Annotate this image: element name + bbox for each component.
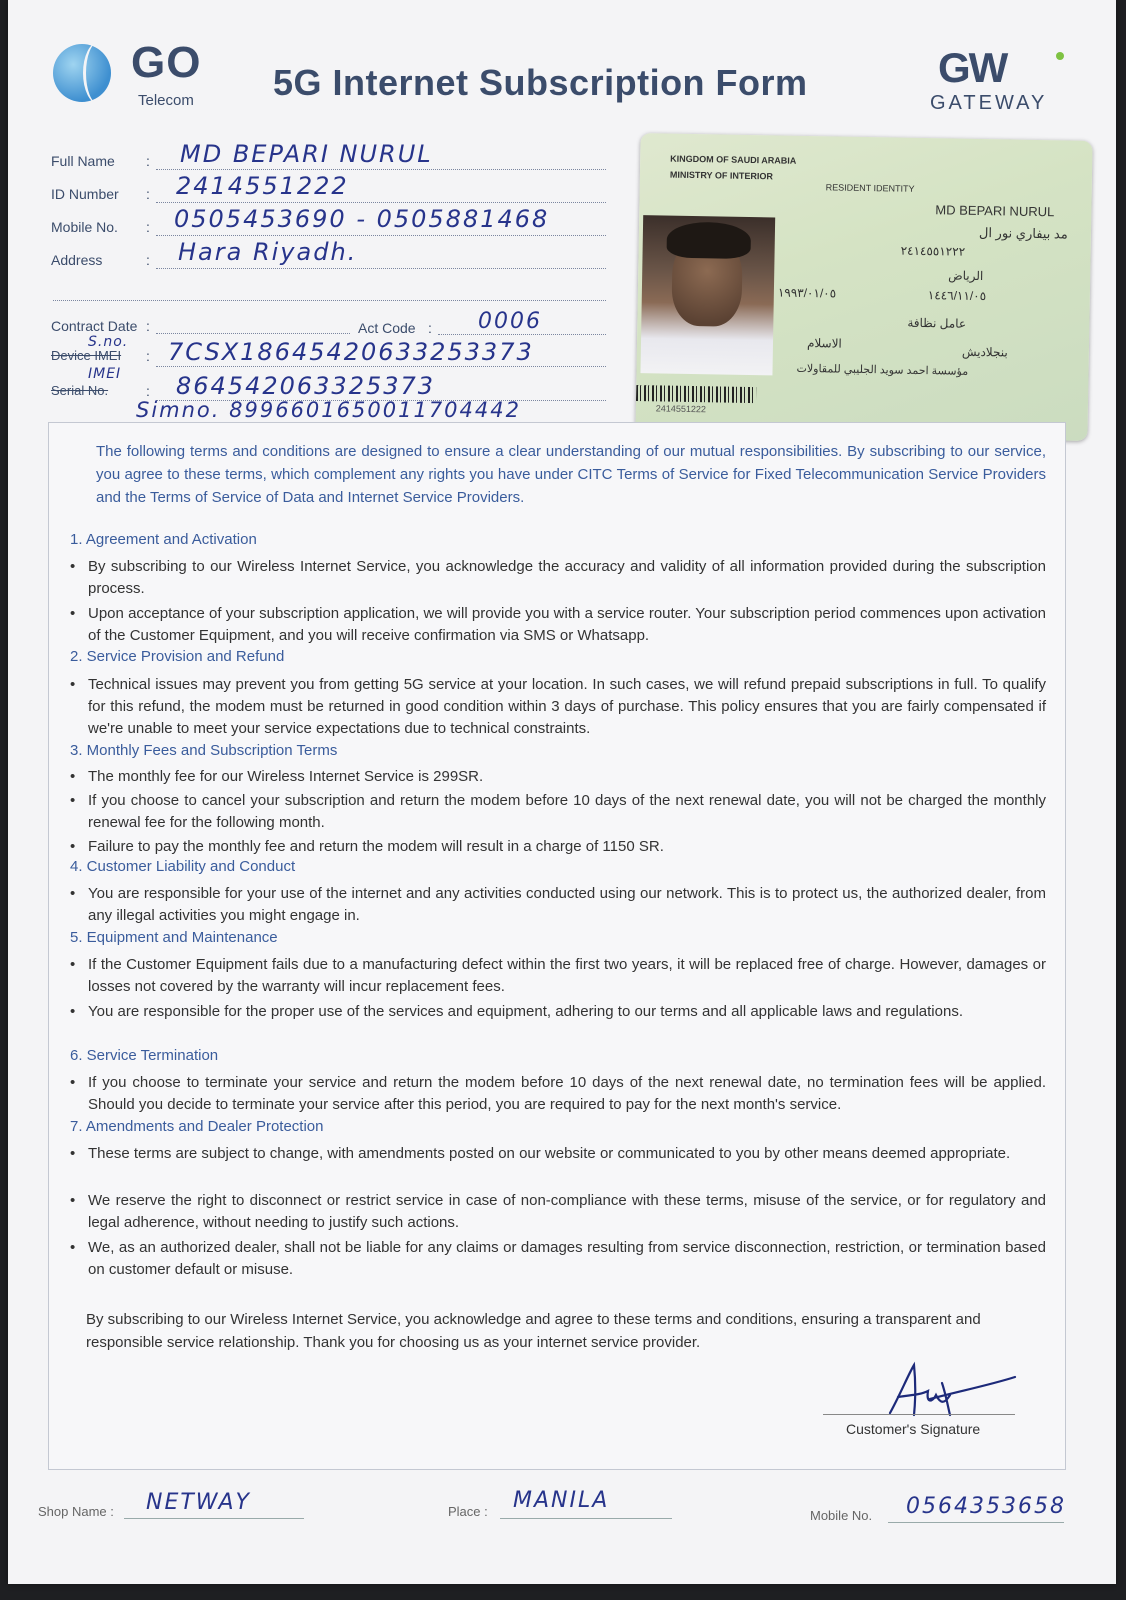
device-imei-label: Device IMEI [51, 348, 122, 363]
full-name-label: Full Name [51, 153, 115, 169]
section-title: 6. Service Termination [70, 1047, 219, 1064]
barcode-icon [636, 385, 756, 403]
section-title: 2. Service Provision and Refund [70, 648, 285, 665]
id-card-name-ar: مد بيفاري نور ال [978, 224, 1068, 242]
section-title: 5. Equipment and Maintenance [70, 929, 278, 946]
terms-bullet: • These terms are subject to change, with amendments posted on our website or communicated to you by other means deemed appropriate. [88, 1143, 1046, 1165]
section-title: 7. Amendments and Dealer Protection [70, 1118, 324, 1135]
id-card-expiry: ١٤٤٦/١١/٠٥ [927, 288, 987, 304]
id-card-number: ٢٤١٤٥٥١٢٢٢ [900, 243, 966, 259]
gateway-logo-text: GATEWAY [930, 92, 1048, 114]
serial-no-label: Serial No. [51, 383, 109, 398]
id-card-photo [640, 215, 775, 375]
terms-bullet: • The monthly fee for our Wireless Internet Service is 299SR. [88, 766, 1046, 788]
terms-bullet: • You are responsible for the proper use of the services and equipment, adhering to our terms and all applicable laws and regulations. [88, 1001, 1046, 1023]
place-label: Place : [448, 1504, 488, 1519]
id-card-place: الرياض [948, 268, 984, 284]
serial-no-handwritten-label: IMEI [88, 366, 122, 382]
globe-icon [53, 44, 111, 102]
address-label: Address [51, 252, 103, 268]
signature-label: Customer's Signature [846, 1421, 981, 1437]
place-value: MANILA [513, 1488, 610, 1513]
subscription-form-page: GO Telecom 5G Internet Subscription Form GW GATEWAY Full Name : MD BEPARI NURUL ID Number : 2414551222 Mobile No. : 0505453690 - 0505881468 Address : Hara Riyadh. Contract Date : Act Code : 0006 Device IMEI S.no. : 7CSX18645420633253373 Serial No. IMEI : 864542063325373 Simno. 8996601650011704442 KINGDOM OF SAUDI ARABIA MINISTRY OF INTERIOR RESIDENT IDENTITY MD BEPARI NURUL مد بيفاري نور ال ٢٤١٤٥٥١٢٢٢ الرياض ١٩٩٣/٠١/٠٥ ١٤٤٦/١١/٠٥ عامل نظافة الاسلام بنجلاديش مؤسسة احمد سويد الجليبي للمقاولات 2414551222 The following terms and conditions are designed to ensure a clear understanding of our mutual responsibilities. By subscribing to our service, you agree to these terms, which complement any rights you have under CITC Terms of Service for Fixed Telecommunication Service Providers and the Terms of Service of Data and Internet Service Providers. 1. Agreement and Activation • By subscribing to our Wireless Internet Service, you acknowledge the accuracy and validity of all information provided during the subscription process. • Upon acceptance of your subscription application, we will provide you with a service router. Your subscription period commences upon activation of the Customer Equipment, and you will receive confirmation via SMS or Whatsapp. 2. Service Provision and Refund • Technical issues may prevent you from getting 5G service at your location. In such cases, we will refund prepaid subscriptions in full. To qualify for this refund, the modem must be returned in good condition within 3 days of purchase. This policy ensures that you are fairly compensated if we're unable to meet your service expectations due to technical constraints. 3. Monthly Fees and Subscription Terms • The monthly fee for our Wireless Internet Service is 299SR. • If you choose to cancel your subscription and return the modem before 10 days of the next renewal date, you will not be charged the monthly renewal fee for the following month. • Failure to pay the monthly fee and return the modem will result in a charge of 1150 SR. 4. Customer Liability and Conduct • You are responsible for your use of the internet and any activities conducted using our network. This is to protect us, the authorized dealer, from any illegal activities you might engage in. 5. Equipment and Maintenance • If the Customer Equipment fails due to a manufacturing defect within the first two years, it will be replaced free of charge. However, damages or losses not covered by the warranty will incur replacement fees. • You are responsible for the proper use of the services and equipment, adhering to our terms and all applicable laws and regulations. 6. Service Termination • If you choose to terminate your service and return the modem before 10 days of the next renewal date, no termination fees will be applied. Should you decide to terminate your service after this period, you are required to pay for the next month's service. 7. Amendments and Dealer Protection • These terms are subject to change, with amendments posted on our website or communicated to you by other means deemed appropriate. • We reserve the right to disconnect or restrict service in case of non-compliance with these terms, misuse of the service, or for regulatory and legal adherence, without needing to justify such actions. • We, as an authorized dealer, shall not be liable for any claims or damages resulting from service disconnection, restriction, or termination based on customer default or misuse. By subscribing to our Wireless Internet Service, you acknowledge and agree to these terms and conditions, ensuring a transparent and responsible service relationship. Thank you for choosing us as your internet service provider. Customer's Signature Shop Name : NETWAY Place : MANILA Mobile No. 0564353658 [8, 0, 1116, 1584]
id-card-employer: مؤسسة احمد سويد الجليبي للمقاولات [796, 362, 969, 378]
shop-name-value: NETWAY [146, 1490, 251, 1515]
terms-bullet: • We, as an authorized dealer, shall not be liable for any claims or damages resulting from service disconnection, restriction, or termination based on customer default or misuse. [88, 1237, 1046, 1281]
serial-no-value: 864542063325373 [176, 372, 436, 400]
id-card-ministry: MINISTRY OF INTERIOR [669, 169, 774, 182]
id-card-dob: ١٩٩٣/٠١/٠٥ [777, 285, 837, 301]
page-title: 5G Internet Subscription Form [273, 62, 808, 103]
sim-no-value: Simno. 8996601650011704442 [136, 398, 521, 422]
address-value: Hara Riyadh. [178, 238, 358, 266]
terms-bullet: • Technical issues may prevent you from getting 5G service at your location. In such cases, we will refund prepaid subscriptions in full. To qualify for this refund, the modem must be returned in good condition within 3 days of purchase. This policy ensures that you are fairly compensated if we're unable to meet your service expectations due to technical constraints. [88, 674, 1046, 740]
gateway-logo [926, 44, 1076, 116]
footer-mobile-value: 0564353658 [906, 1494, 1066, 1519]
terms-bullet: • If you choose to terminate your service and return the modem before 10 days of the next renewal date, no termination fees will be applied. Should you decide to terminate your service after this period, you are required to pay for the next month's service. [88, 1072, 1046, 1116]
terms-bullet: • Failure to pay the monthly fee and return the modem will result in a charge of 1150 SR. [88, 836, 1046, 858]
terms-bullet: • You are responsible for your use of the internet and any activities conducted using our network. This is to protect us, the authorized dealer, from any illegal activities you might engage in. [88, 883, 1046, 927]
mobile-label: Mobile No. [51, 219, 118, 235]
id-number-value: 2414551222 [176, 172, 349, 200]
gateway-mark: GW [938, 44, 1007, 91]
go-telecom-logo [53, 38, 223, 112]
act-code-label: Act Code [358, 320, 416, 336]
terms-bullet: • If the Customer Equipment fails due to a manufacturing defect within the first two years, it will be replaced free of charge. However, damages or losses not covered by the warranty will incur replacement fees. [88, 954, 1046, 998]
section-title: 4. Customer Liability and Conduct [70, 858, 296, 875]
terms-bullet: • By subscribing to our Wireless Internet Service, you acknowledge the accuracy and validity of all information provided during the subscription process. [88, 556, 1046, 600]
section-title: 3. Monthly Fees and Subscription Terms [70, 742, 338, 759]
go-logo-subtext: Telecom [138, 92, 194, 109]
full-name-value: MD BEPARI NURUL [180, 140, 433, 168]
id-number-label: ID Number [51, 186, 119, 202]
contract-date-label: Contract Date [51, 318, 138, 334]
terms-bullet: • We reserve the right to disconnect or restrict service in case of non-compliance with these terms, misuse of the service, or for regulatory and legal adherence, without needing to justify such actions. [88, 1190, 1046, 1234]
id-card-job: عامل نظافة [907, 315, 967, 331]
contract-date-value [156, 333, 350, 334]
mobile-value: 0505453690 - 0505881468 [174, 205, 550, 233]
id-card-country: KINGDOM OF SAUDI ARABIA [670, 153, 797, 166]
terms-intro: The following terms and conditions are designed to ensure a clear understanding of our mutual responsibilities. By subscribing to our service, you agree to these terms, which complement any rights you have under CITC Terms of Service for Fixed Telecommunication Service Providers and the Terms of Service of Data and Internet Service Providers. [96, 443, 1046, 506]
shop-name-label: Shop Name : [38, 1504, 114, 1519]
id-card-barcode-number: 2414551222 [655, 403, 706, 415]
device-imei-handwritten-label: S.no. [88, 334, 129, 350]
id-card-religion: الاسلام [806, 336, 842, 351]
id-card-title: RESIDENT IDENTITY [825, 182, 915, 194]
id-card-name-en: MD BEPARI NURUL [935, 202, 1055, 220]
id-card-nationality: بنجلاديش [961, 344, 1008, 360]
terms-bullet: • If you choose to cancel your subscription and return the modem before 10 days of the next renewal date, you will not be charged the monthly renewal fee for the following month. [88, 790, 1046, 834]
terms-bullet: • Upon acceptance of your subscription application, we will provide you with a service router. Your subscription period commences upon activation of the Customer Equipment, and you will receive confirmation via SMS or Whatsapp. [88, 603, 1046, 647]
resident-id-card [635, 133, 1092, 441]
terms-closing: By subscribing to our Wireless Internet Service, you acknowledge and agree to these terms and conditions, ensuring a transparent and responsible service relationship. Thank you for choosing us as your internet service provider. [86, 1311, 981, 1351]
act-code-value: 0006 [478, 309, 542, 334]
logo-dot-icon [1056, 52, 1064, 60]
section-title: 1. Agreement and Activation [70, 531, 257, 548]
go-logo-text: GO [131, 38, 202, 87]
footer-mobile-label: Mobile No. [810, 1508, 873, 1523]
device-imei-value: 7CSX18645420633253373 [168, 338, 534, 366]
